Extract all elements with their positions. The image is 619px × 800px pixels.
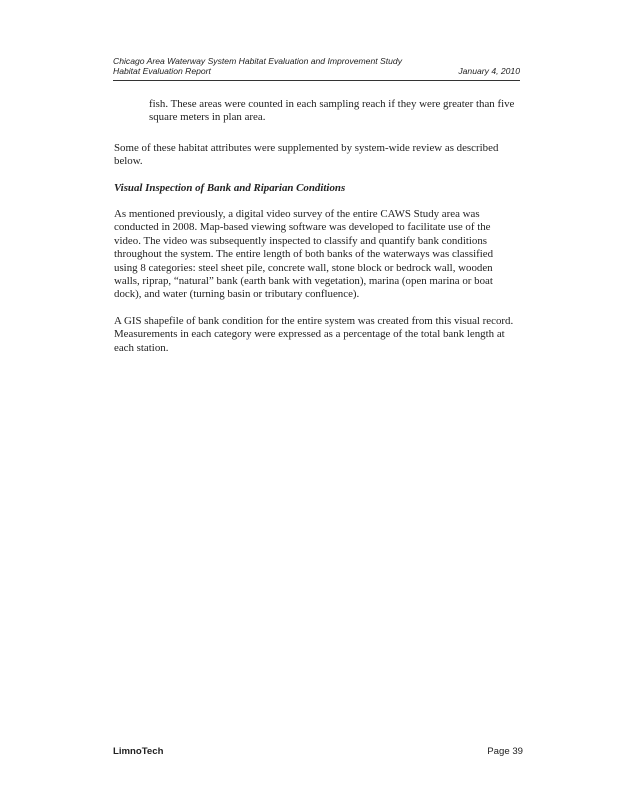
footer-company: LimnoTech (113, 746, 164, 757)
header-study-title: Chicago Area Waterway System Habitat Evaluation and Improvement Study (113, 56, 402, 66)
header-divider (113, 80, 520, 81)
document-body (114, 98, 518, 368)
section-heading: Visual Inspection of Bank and Riparian Conditions (114, 181, 346, 194)
gis-paragraph: A GIS shapefile of bank condition for the entire system was created from this visual record. Measurements in each category were expressed as a percentage of the total bank length at each station. (114, 314, 514, 354)
header-report-title: Habitat Evaluation Report (113, 66, 211, 76)
continuation-paragraph: fish. These areas were counted in each sampling reach if they were greater than five square meters in plan area. (149, 98, 515, 124)
page-header (113, 56, 520, 76)
header-line-2 (113, 66, 520, 76)
page-footer (113, 746, 523, 757)
footer-page-number: Page 39 (487, 746, 523, 757)
supplemented-paragraph: Some of these habitat attributes were supplemented by system-wide review as described below. (114, 141, 499, 168)
video-survey-paragraph: As mentioned previously, a digital video survey of the entire CAWS Study area was conducted in 2008. Map-based viewing software was developed to facilitate use of the video. The video was subsequently inspected to classify and quantify bank conditions throughout the system. The entire length of both banks of the waterways was classified using 8 categories: steel sheet pile, concrete wall, stone block or bedrock wall, wooden walls, riprap, “natural” bank (earth bank with vegetation), marina (open marina or boat dock), and water (turning basin or tributary confluence). (114, 208, 494, 301)
header-date: January 4, 2010 (458, 66, 520, 76)
header-line-1 (113, 56, 520, 66)
